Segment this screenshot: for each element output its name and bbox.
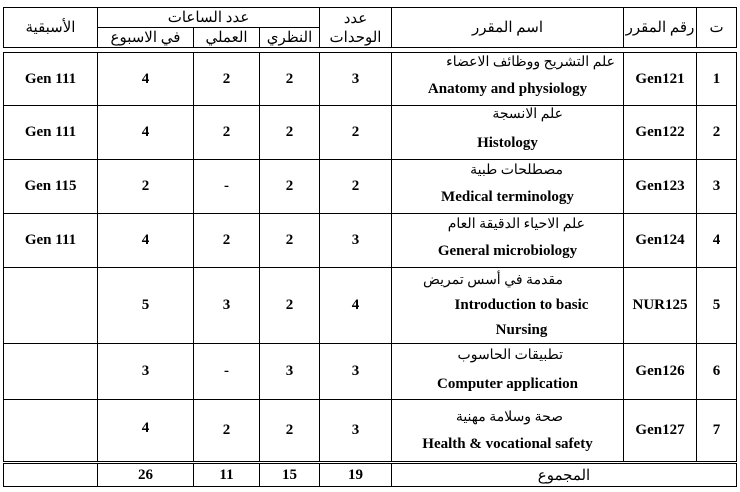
course-name-english: Computer application [437,375,578,392]
units-cell: 2 [320,106,392,160]
col-prerequisite-header: الأسبقية [4,8,98,48]
total-practical-hours: 11 [194,463,260,487]
course-name-english-line2: Nursing [495,322,548,338]
course-table [3,7,737,487]
course-name-english: Anatomy and physiology [427,81,588,97]
theory-hours-cell: 3 [260,344,320,400]
prerequisite-cell: Gen 111 [4,106,98,160]
course-name-cell [392,214,624,268]
practical-hours-cell: - [194,160,260,214]
col-theory-header: النظري [260,28,320,48]
course-name-english: Histology [477,134,538,151]
index-cell: 7 [697,400,737,463]
course-name-arabic: تطبيقات الحاسوب [457,347,563,363]
weekly-hours-cell: 4 [98,53,194,106]
prerequisite-cell: Gen 111 [4,53,98,106]
course-name-cell [392,400,624,463]
practical-hours-cell: 2 [194,214,260,268]
practical-hours-cell: - [194,344,260,400]
totals-label: المجموع [392,463,737,487]
course-name-cell [392,268,624,344]
theory-hours-cell: 2 [260,214,320,268]
theory-hours-cell: 2 [260,160,320,214]
index-cell: 4 [697,214,737,268]
practical-hours-cell: 2 [194,106,260,160]
col-practical-header: العملي [194,28,260,48]
col-hours-group-header: عدد الساعات [98,8,320,28]
col-weekly-header: في الاسبوع [98,28,194,48]
prerequisite-cell [4,400,98,463]
units-cell: 3 [320,344,392,400]
index-cell: 5 [697,268,737,344]
course-name-english: Health & vocational safety [422,435,593,452]
table-row [4,214,737,268]
course-name-arabic: علم الاحياء الدقيقة العام [447,216,585,232]
table-row [4,160,737,214]
table-row [4,344,737,400]
prerequisite-cell: Gen 111 [4,214,98,268]
header-row-1 [4,8,737,28]
course-name-english: Medical terminology [441,188,574,205]
course-code-cell: Gen123 [624,160,697,214]
index-cell: 1 [697,53,737,106]
practical-hours-cell: 2 [194,53,260,106]
course-code-cell: Gen121 [624,53,697,106]
weekly-hours-cell: 3 [98,344,194,400]
units-cell: 2 [320,160,392,214]
course-code-cell: Gen126 [624,344,697,400]
col-index-header: ت [697,8,737,48]
index-cell: 3 [697,160,737,214]
weekly-hours-cell: 4 [98,106,194,160]
units-cell: 4 [320,268,392,344]
totals-row [4,463,737,487]
total-theory-hours: 15 [260,463,320,487]
col-course-name-header: اسم المقرر [392,8,624,48]
col-units-header: عدد الوحدات [320,8,392,48]
table-row [4,53,737,106]
table-row [4,400,737,463]
index-cell: 6 [697,344,737,400]
col-course-code-header: رقم المقرر [624,8,697,48]
weekly-hours-cell: 4 [98,400,194,463]
course-name-arabic: صحة وسلامة مهنية [455,409,563,425]
course-name-arabic: مقدمة في أسس تمريض [422,273,563,288]
theory-hours-cell: 2 [260,268,320,344]
course-name-english: General microbiology [437,242,578,259]
units-cell: 3 [320,214,392,268]
weekly-hours-cell: 5 [98,268,194,344]
theory-hours-cell: 2 [260,106,320,160]
course-code-cell: Gen127 [624,400,697,463]
total-units: 19 [320,463,392,487]
course-name-cell [392,160,624,214]
prerequisite-cell [4,344,98,400]
cropped-top-band [0,0,740,6]
prerequisite-cell: Gen 115 [4,160,98,214]
theory-hours-cell: 2 [260,53,320,106]
table-row [4,268,737,344]
course-code-cell: Gen122 [624,106,697,160]
practical-hours-cell: 3 [194,268,260,344]
prerequisite-cell [4,268,98,344]
totals-prerequisite-empty [4,463,98,487]
theory-hours-cell: 2 [260,400,320,463]
course-name-cell [392,344,624,400]
course-name-cell [392,106,624,160]
weekly-hours-cell: 2 [98,160,194,214]
course-code-cell: Gen124 [624,214,697,268]
total-weekly-hours: 26 [98,463,194,487]
table-row [4,106,737,160]
units-cell: 3 [320,53,392,106]
practical-hours-cell: 2 [194,400,260,463]
course-name-arabic: علم الانسجة [492,106,563,122]
course-name-cell [392,53,624,106]
course-name-arabic: علم التشريح ووظائف الاعضاء [446,55,615,70]
index-cell: 2 [697,106,737,160]
weekly-hours-cell: 4 [98,214,194,268]
course-code-cell: NUR125 [624,268,697,344]
course-name-english-line1: Introduction to basic [454,297,589,313]
units-cell: 3 [320,400,392,463]
course-name-arabic: مصطلحات طبية [470,162,563,178]
